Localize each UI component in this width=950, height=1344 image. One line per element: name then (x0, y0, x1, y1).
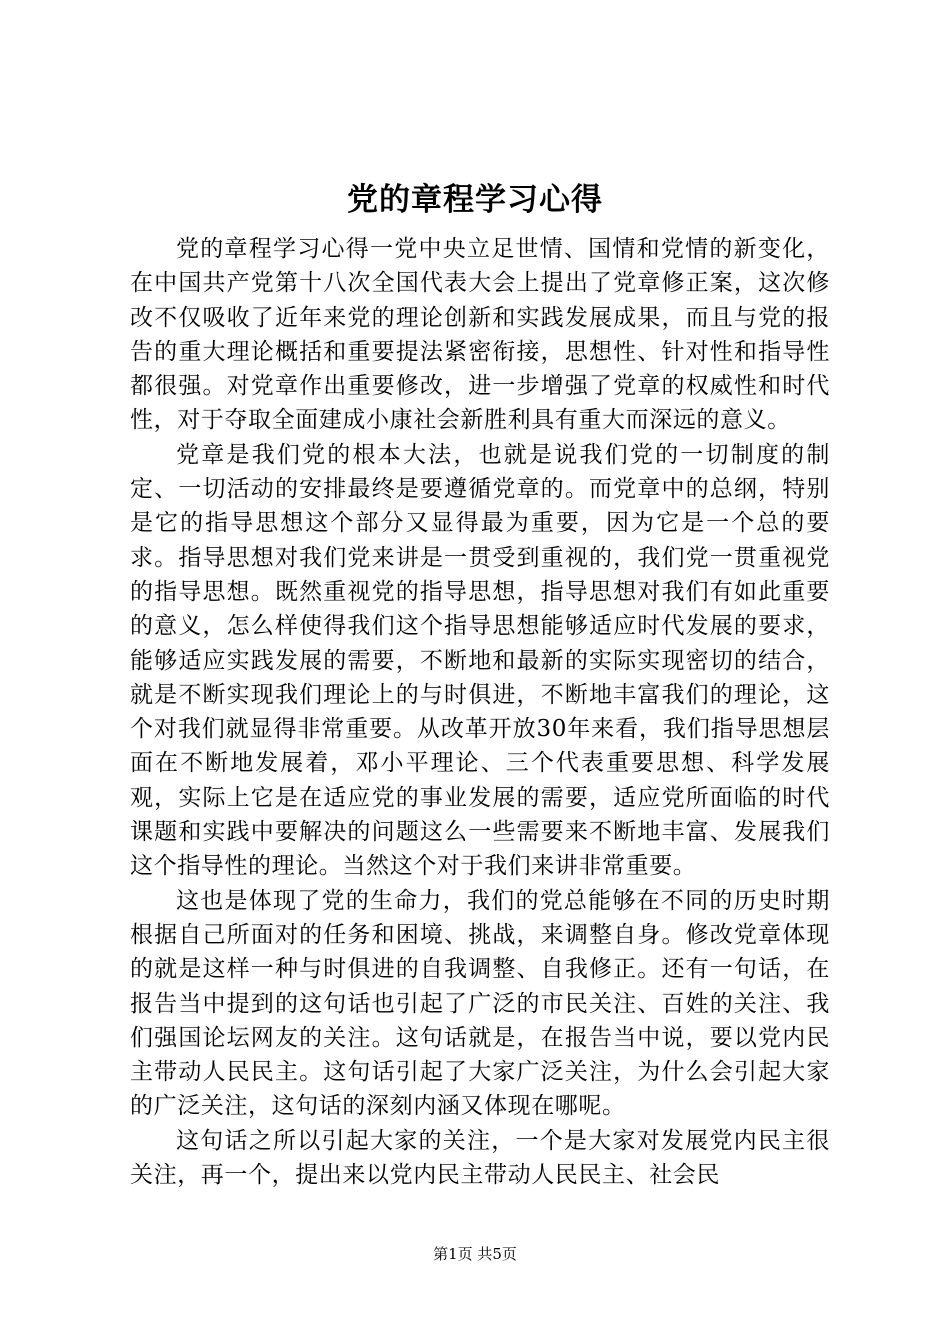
paragraph: 这句话之所以引起大家的关注，一个是大家对发展党内民主很关注，再一个，提出来以党内民主带动人民民主、社会民 (130, 1127, 830, 1189)
document-body (130, 232, 830, 1192)
page-number-footer: 第1页 共5页 (433, 1245, 517, 1263)
paragraph: 这也是体现了党的生命力，我们的党总能够在不同的历史时期根据自己所面对的任务和困境、挑战，来调整自身。修改党章体现的就是这样一种与时俱进的自我调整、自我修正。还有一句话，在报告当中提到的这句话也引起了广泛的市民关注、百姓的关注、我们强国论坛网友的关注。这句话就是，在报告当中说，要以党内民主带动人民民主。这句话引起了大家广泛关注，为什么会引起大家的广泛关注，这句话的深刻内涵又体现在哪呢。 (130, 887, 830, 1120)
paragraph: 党的章程学习心得一党中央立足世情、国情和党情的新变化，在中国共产党第十八次全国代表大会上提出了党章修正案，这次修改不仅吸收了近年来党的理论创新和实践发展成果，而且与党的报告的重大理论概括和重要提法紧密衔接，思想性、针对性和指导性都很强。对党章作出重要修改，进一步增强了党章的权威性和时代性，对于夺取全面建成小康社会新胜利具有重大而深远的意义。 (130, 236, 830, 434)
document-title: 党的章程学习心得 (347, 182, 603, 218)
paragraph: 党章是我们党的根本大法，也就是说我们党的一切制度的制定、一切活动的安排最终是要遵循党章的。而党章中的总纲，特别是它的指导思想这个部分又显得最为重要，因为它是一个总的要求。指导思想对我们党来讲是一贯受到重视的，我们党一贯重视党的指导思想。既然重视党的指导思想，指导思想对我们有如此重要的意义，怎么样使得我们这个指导思想能够适应时代发展的要求，能够适应实践发展的需要，不断地和最新的实际实现密切的结合，就是不断实现我们理论上的与时俱进，不断地丰富我们的理论，这个对我们就显得非常重要。从改革开放30年来看，我们指导思想层面在不断地发展着，邓小平理论、三个代表重要思想、科学发展观，实际上它是在适应党的事业发展的需要，适应党所面临的时代课题和实践中要解决的问题这么一些需要来不断地丰富、发展我们这个指导性的理论。当然这个对于我们来讲非常重要。 (130, 441, 830, 880)
